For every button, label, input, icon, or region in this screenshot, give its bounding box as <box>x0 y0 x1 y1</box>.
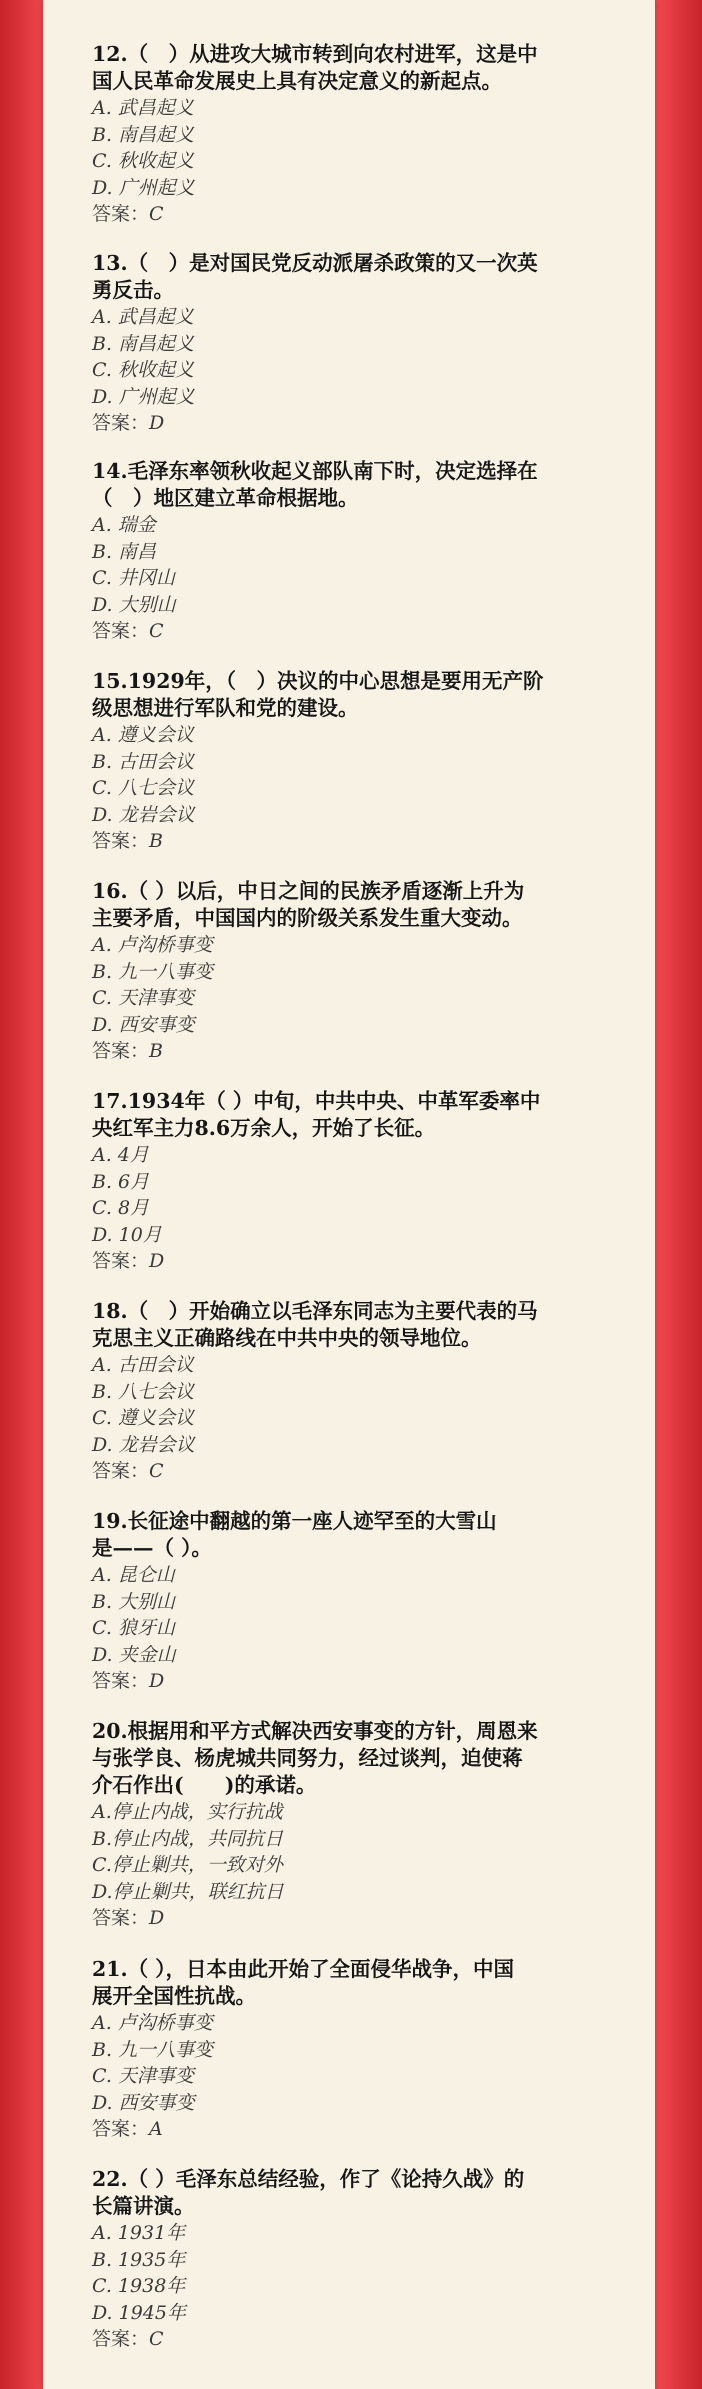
answer-value: C <box>149 203 164 225</box>
question-stem: 18.（ ）开始确立以毛泽东同志为主要代表的马 克思主义正确路线在中共中央的领导地位。 <box>92 1299 538 1350</box>
question-stem: 17.1934年（ ）中旬，中共中央、中革军委率中 央红军主力8.6万余人，开始了长征。 <box>92 1089 541 1140</box>
answer-label: 答案： <box>92 1250 150 1272</box>
option-a: A. 武昌起义 <box>92 306 194 328</box>
option-a: A. 卢沟桥事变 <box>92 934 213 956</box>
answer-label: 答案： <box>92 1040 150 1062</box>
question-19 <box>43 1508 655 1695</box>
option-c: C. 1938年 <box>92 2275 186 2297</box>
option-a: A.停止内战，实行抗战 <box>92 1801 283 1823</box>
answer-label: 答案： <box>92 2118 150 2140</box>
question-stem: 22.（ ）毛泽东总结经验，作了《论持久战》的 长篇讲演。 <box>92 2167 525 2218</box>
answer-line <box>92 828 655 855</box>
option-c: C. 狼牙山 <box>92 1617 175 1639</box>
option-c: C. 井冈山 <box>92 567 175 589</box>
answer-value: A <box>149 2118 163 2140</box>
option-a: A. 昆仑山 <box>92 1564 175 1586</box>
answer-value: C <box>149 2328 164 2350</box>
question-stem: 12.（ ）从进攻大城市转到向农村进军，这是中 国人民革命发展史上具有决定意义的新起点。 <box>92 42 538 93</box>
answer-value: C <box>149 1460 164 1482</box>
answer-value: B <box>149 830 163 852</box>
option-b: B. 南昌 <box>92 540 157 563</box>
option-c: C. 秋收起义 <box>92 150 194 172</box>
option-d: D. 广州起义 <box>92 385 195 408</box>
option-c: C. 八七会议 <box>92 777 194 799</box>
question-17 <box>43 1088 655 1275</box>
option-a: A. 4月 <box>92 1144 149 1166</box>
option-d: D. 夹金山 <box>92 1643 176 1666</box>
option-b: B. 1935年 <box>92 2248 186 2271</box>
answer-line <box>92 1668 655 1695</box>
answer-label: 答案： <box>92 2328 150 2350</box>
question-stem: 20.根据用和平方式解决西安事变的方针，周恩来 与张学良、杨虎城共同努力，经过谈判，迫使蒋 介石作出( )的承诺。 <box>92 1719 538 1797</box>
option-d: D. 大别山 <box>92 593 176 616</box>
answer-label: 答案： <box>92 1907 150 1929</box>
option-c: C. 天津事变 <box>92 987 194 1009</box>
question-stem: 21.（ ），日本由此开始了全面侵华战争，中国 展开全国性抗战。 <box>92 1957 515 2008</box>
option-d: D.停止剿共，联红抗日 <box>92 1880 284 1903</box>
question-15 <box>43 668 655 855</box>
option-c: C. 遵义会议 <box>92 1407 194 1429</box>
answer-label: 答案： <box>92 830 150 852</box>
option-d: D. 龙岩会议 <box>92 803 195 826</box>
question-14 <box>43 458 655 645</box>
option-a: A. 古田会议 <box>92 1354 194 1376</box>
option-a: A. 遵义会议 <box>92 724 194 746</box>
question-22 <box>43 2166 655 2353</box>
question-21 <box>43 1956 655 2143</box>
option-b: B. 八七会议 <box>92 1380 195 1403</box>
answer-line <box>92 410 655 437</box>
option-d: D. 西安事变 <box>92 1013 195 1036</box>
answer-label: 答案： <box>92 412 150 434</box>
option-b: B. 古田会议 <box>92 750 195 773</box>
option-d: D. 10月 <box>92 1223 162 1246</box>
answer-line <box>92 2116 655 2143</box>
answer-value: C <box>149 620 164 642</box>
answer-line <box>92 1038 655 1065</box>
option-b: B. 6月 <box>92 1170 150 1193</box>
answer-line <box>92 201 655 228</box>
option-d: D. 西安事变 <box>92 2091 195 2114</box>
question-stem: 19.长征途中翻越的第一座人迹罕至的大雪山 是——（ ）。 <box>92 1509 497 1560</box>
answer-value: D <box>149 1907 165 1929</box>
option-b: B. 九一八事变 <box>92 2038 214 2061</box>
option-c: C. 8月 <box>92 1197 150 1219</box>
question-13 <box>43 250 655 437</box>
question-16 <box>43 878 655 1065</box>
question-12 <box>43 41 655 228</box>
option-a: A. 瑞金 <box>92 514 156 536</box>
answer-value: D <box>149 1670 165 1692</box>
answer-label: 答案： <box>92 1460 150 1482</box>
option-c: C.停止剿共，一致对外 <box>92 1854 283 1876</box>
option-d: D. 龙岩会议 <box>92 1433 195 1456</box>
answer-line <box>92 2326 655 2353</box>
option-b: B.停止内战，共同抗日 <box>92 1827 284 1850</box>
option-b: B. 南昌起义 <box>92 123 195 146</box>
option-a: A. 卢沟桥事变 <box>92 2012 213 2034</box>
option-c: C. 秋收起义 <box>92 359 194 381</box>
question-18 <box>43 1298 655 1485</box>
question-stem: 13.（ ）是对国民党反动派屠杀政策的又一次英 勇反击。 <box>92 251 538 302</box>
answer-label: 答案： <box>92 1670 150 1692</box>
answer-value: B <box>149 1040 163 1062</box>
option-d: D. 广州起义 <box>92 176 195 199</box>
answer-line <box>92 1458 655 1485</box>
option-a: A. 1931年 <box>92 2222 186 2244</box>
option-b: B. 南昌起义 <box>92 332 195 355</box>
question-stem: 16.（ ）以后，中日之间的民族矛盾逐渐上升为 主要矛盾，中国国内的阶级关系发生重大变动。 <box>92 879 525 930</box>
quiz-panel <box>43 0 655 2389</box>
option-d: D. 1945年 <box>92 2301 186 2324</box>
answer-line <box>92 618 655 645</box>
answer-label: 答案： <box>92 620 150 642</box>
answer-line <box>92 1905 655 1932</box>
option-c: C. 天津事变 <box>92 2065 194 2087</box>
answer-value: D <box>149 1250 165 1272</box>
question-stem: 14.毛泽东率领秋收起义部队南下时，决定选择在 （ ）地区建立革命根据地。 <box>92 459 538 510</box>
question-20 <box>43 1718 655 1932</box>
answer-value: D <box>149 412 165 434</box>
option-a: A. 武昌起义 <box>92 97 194 119</box>
answer-line <box>92 1248 655 1275</box>
answer-label: 答案： <box>92 203 150 225</box>
question-stem: 15.1929年，（ ）决议的中心思想是要用无产阶 级思想进行军队和党的建设。 <box>92 669 544 720</box>
option-b: B. 九一八事变 <box>92 960 214 983</box>
option-b: B. 大别山 <box>92 1590 176 1613</box>
